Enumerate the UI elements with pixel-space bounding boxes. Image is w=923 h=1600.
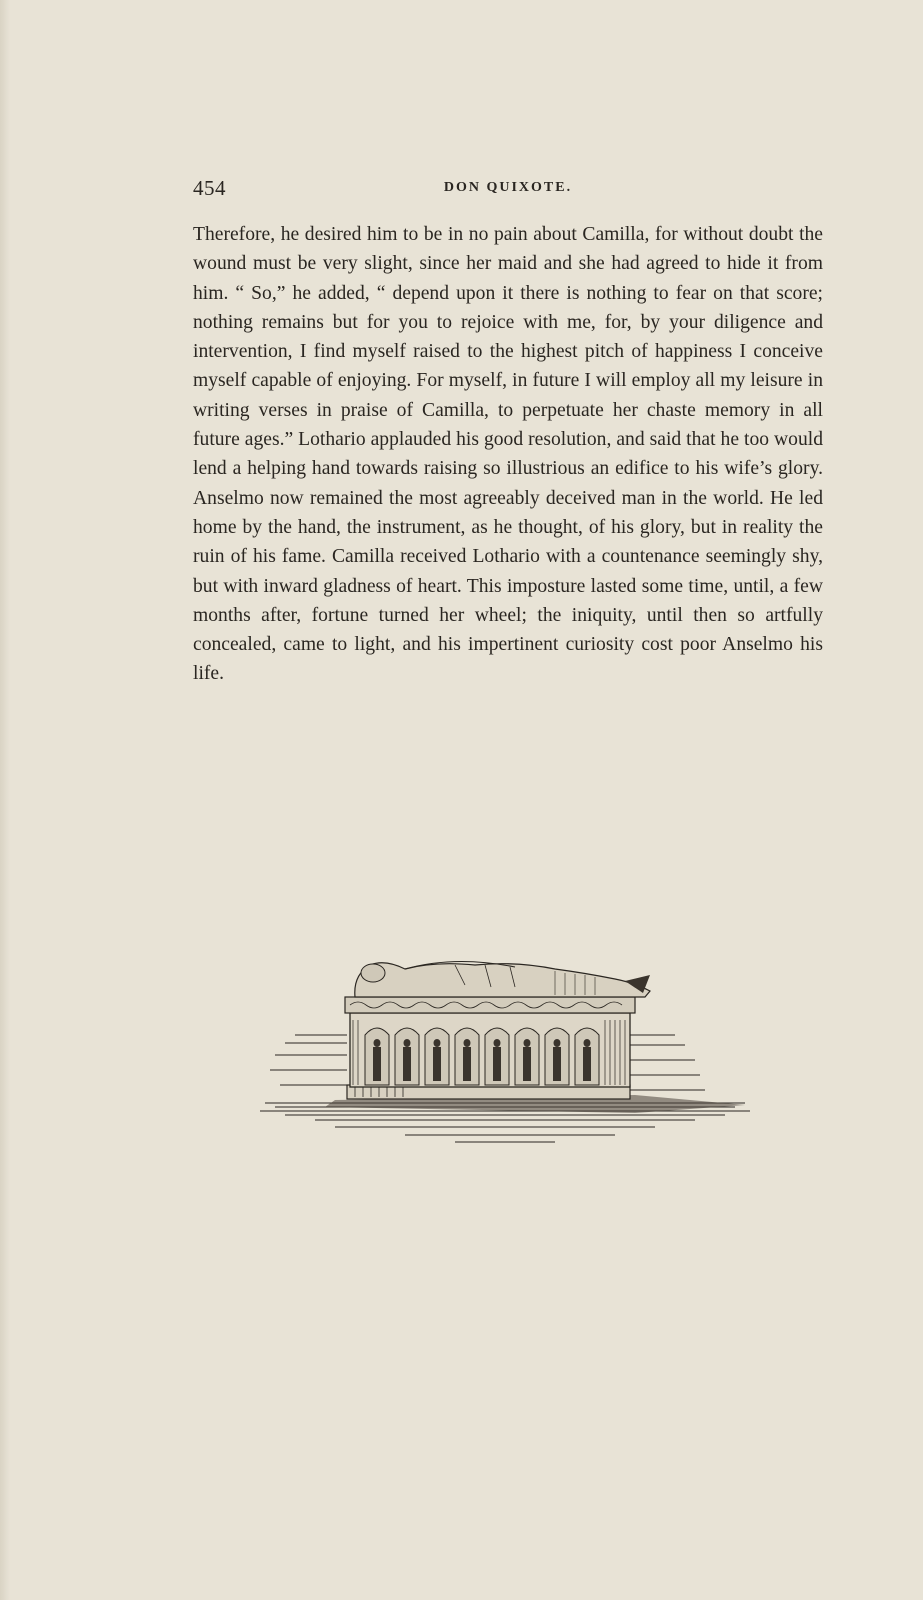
tomb-engraving-icon xyxy=(255,935,755,1165)
page-edge xyxy=(0,0,10,1600)
running-head xyxy=(193,176,823,204)
body-text xyxy=(193,220,823,689)
paragraph: Therefore, he desired him to be in no pain about Camilla, for without doubt the wound must be very slight, since her maid and she had agreed to hide it from him. “ So,” he added, “ depend upon it there is nothing to fear on that score; nothing remains but for you to rejoice with me, for, by your diligence and intervention, I find myself raised to the highest pitch of happiness I conceive myself capable of enjoying. For myself, in future I will employ all my leisure in writing verses in praise of Camilla, to perpetuate her chaste memory in all future ages.” Lothario applauded his good resolution, and said that he too would lend a helping hand towards raising so illustrious an edifice to his wife’s glory. Anselmo now remained the most agreeably deceived man in the world. He led home by the hand, the instrument, as he thought, of his glory, but in reality the ruin of his fame. Camilla received Lothario with a countenance seemingly shy, but with inward gladness of heart. This imposture lasted some time, until, a few months after, fortune turned her wheel; the iniquity, until then so artfully concealed, came to light, and his impertinent curiosity cost poor Anselmo his life. xyxy=(193,224,823,685)
running-title: DON QUIXOTE. xyxy=(443,180,573,195)
page-number: 454 xyxy=(193,176,226,200)
